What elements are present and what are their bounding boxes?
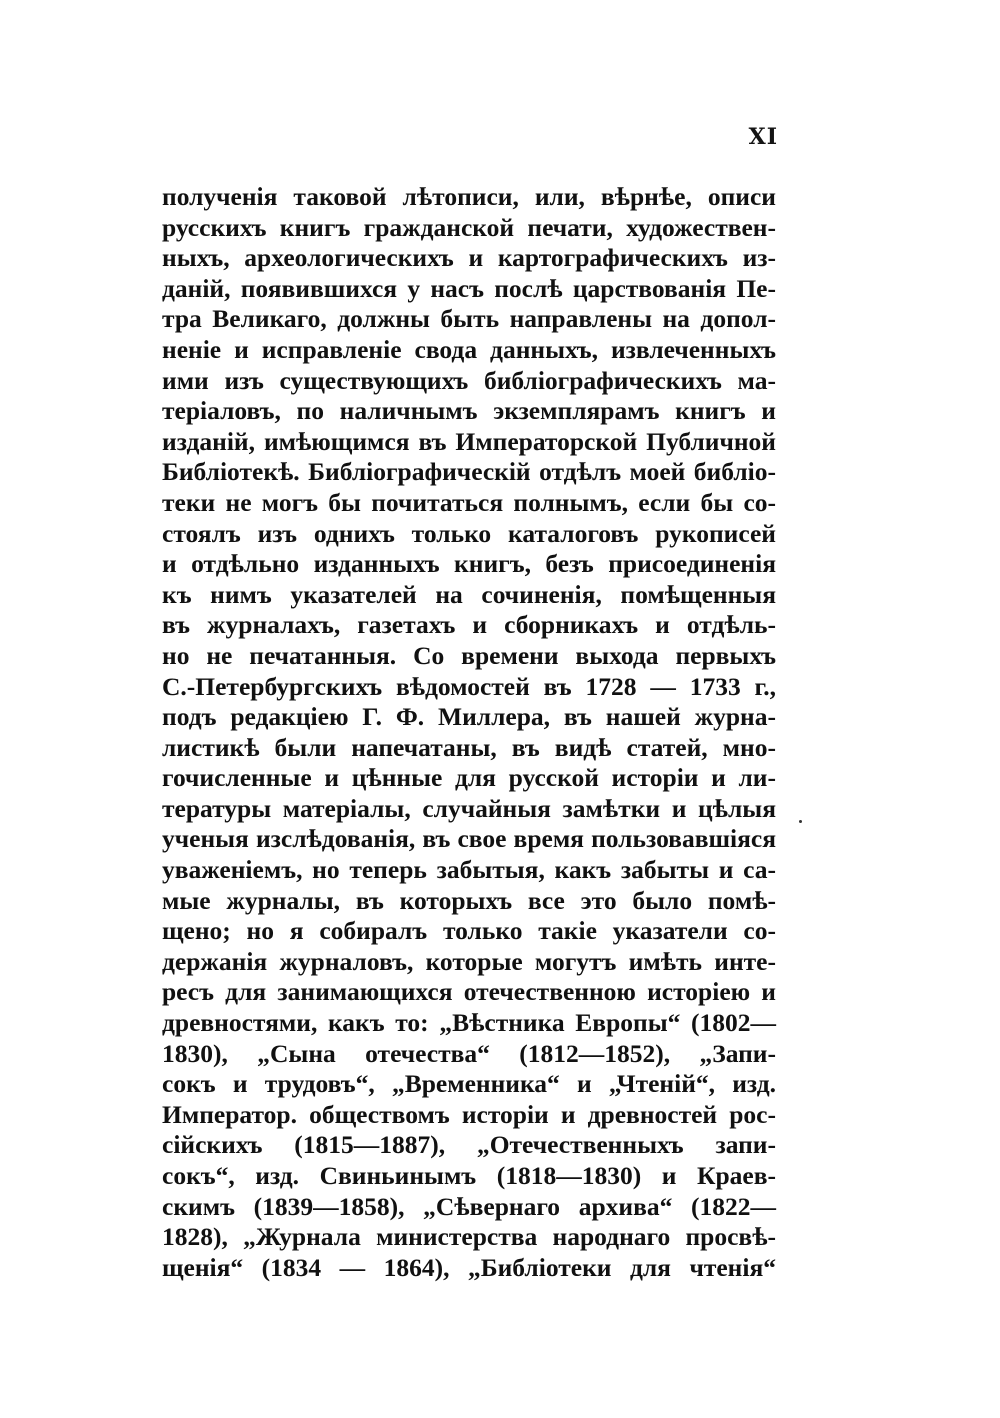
text-line: Император. обществомъ исторіи и древностей рос- xyxy=(162,1099,776,1129)
text-line: полученія таковой лѣтописи, или, вѣрнѣе, описи xyxy=(162,182,776,211)
text-line: ресъ для занимающихся отечественною исторіею и xyxy=(162,977,776,1007)
text-line: 1828), „Журнала министерства народнаго просвѣ- xyxy=(162,1222,776,1252)
text-line: листикѣ были напечатаны, въ видѣ статей, мно- xyxy=(162,732,776,762)
text-line: сокъ и трудовъ“, „Временника“ и „Чтеній“, изд. xyxy=(162,1069,776,1099)
text-line: сокъ“, изд. Свиньинымъ (1818—1830) и Краев- xyxy=(162,1161,776,1190)
text-line: сійскихъ (1815—1887), „Отечественныхъ запи- xyxy=(162,1130,776,1160)
text-line: щено; но я собиралъ только такіе указатели со- xyxy=(162,916,776,946)
text-line: изданій, имѣющимся въ Императорской Публичной xyxy=(162,426,776,456)
text-line: уваженіемъ, но теперь забытыя, какъ забыты и са- xyxy=(162,855,776,885)
text-line: С.-Петербургскихъ вѣдомостей въ 1728 — 1733 г., xyxy=(162,671,776,701)
text-line: въ журналахъ, газетахъ и сборникахъ и отдѣль- xyxy=(162,610,776,640)
text-line: и отдѣльно изданныхъ книгъ, безъ присоединенія xyxy=(162,549,776,579)
text-line: тра Великаго, должны быть направлены на допол- xyxy=(162,304,776,334)
text-line: Библіотекѣ. Библіографическій отдѣлъ моей библіо- xyxy=(162,457,776,487)
text-line: древностями, какъ то: „Вѣстника Европы“ (1802— xyxy=(162,1008,776,1038)
text-line: щенія“ (1834 — 1864), „Библіотеки для чтенія“ xyxy=(162,1252,776,1282)
text-line: скимъ (1839—1858), „Сѣвернаго архива“ (1822— xyxy=(162,1191,776,1221)
body-text xyxy=(162,182,776,1283)
text-line: подъ редакціею Г. Ф. Миллера, въ нашей журна- xyxy=(162,702,776,732)
text-line: теріаловъ, по наличнымъ экземплярамъ книгъ и xyxy=(162,396,776,426)
text-line: къ нимъ указателей на сочиненія, помѣщенныя xyxy=(162,579,776,609)
print-speck xyxy=(799,820,802,823)
text-line: даній, появившихся у насъ послѣ царствованія Пе- xyxy=(162,273,776,303)
text-line: ученыя изслѣдованія, въ свое время пользовавшіяся xyxy=(162,824,776,854)
text-line: 1830), „Сына отечества“ (1812—1852), „Запи- xyxy=(162,1038,776,1068)
text-line: неніе и исправленіе свода данныхъ, извлеченныхъ xyxy=(162,334,776,364)
text-line: гочисленные и цѣнные для русской исторіи и ли- xyxy=(162,763,776,793)
page-number: XI xyxy=(748,124,778,150)
text-line: мые журналы, въ которыхъ все это было помѣ- xyxy=(162,885,776,915)
text-line: теки не могъ бы почитаться полнымъ, если бы со- xyxy=(162,487,776,517)
text-line: держанія журналовъ, которые могутъ имѣть инте- xyxy=(162,946,776,976)
text-line: ими изъ существующихъ библіографическихъ ма- xyxy=(162,365,776,395)
text-line: русскихъ книгъ гражданской печати, художествен- xyxy=(162,212,776,242)
text-line: тературы матеріалы, случайныя замѣтки и цѣлыя xyxy=(162,793,776,823)
text-line: ныхъ, археологическихъ и картографическихъ из- xyxy=(162,243,776,273)
text-line: но не печатанныя. Со времени выхода первыхъ xyxy=(162,640,776,670)
text-line: стоялъ изъ однихъ только каталоговъ рукописей xyxy=(162,518,776,548)
